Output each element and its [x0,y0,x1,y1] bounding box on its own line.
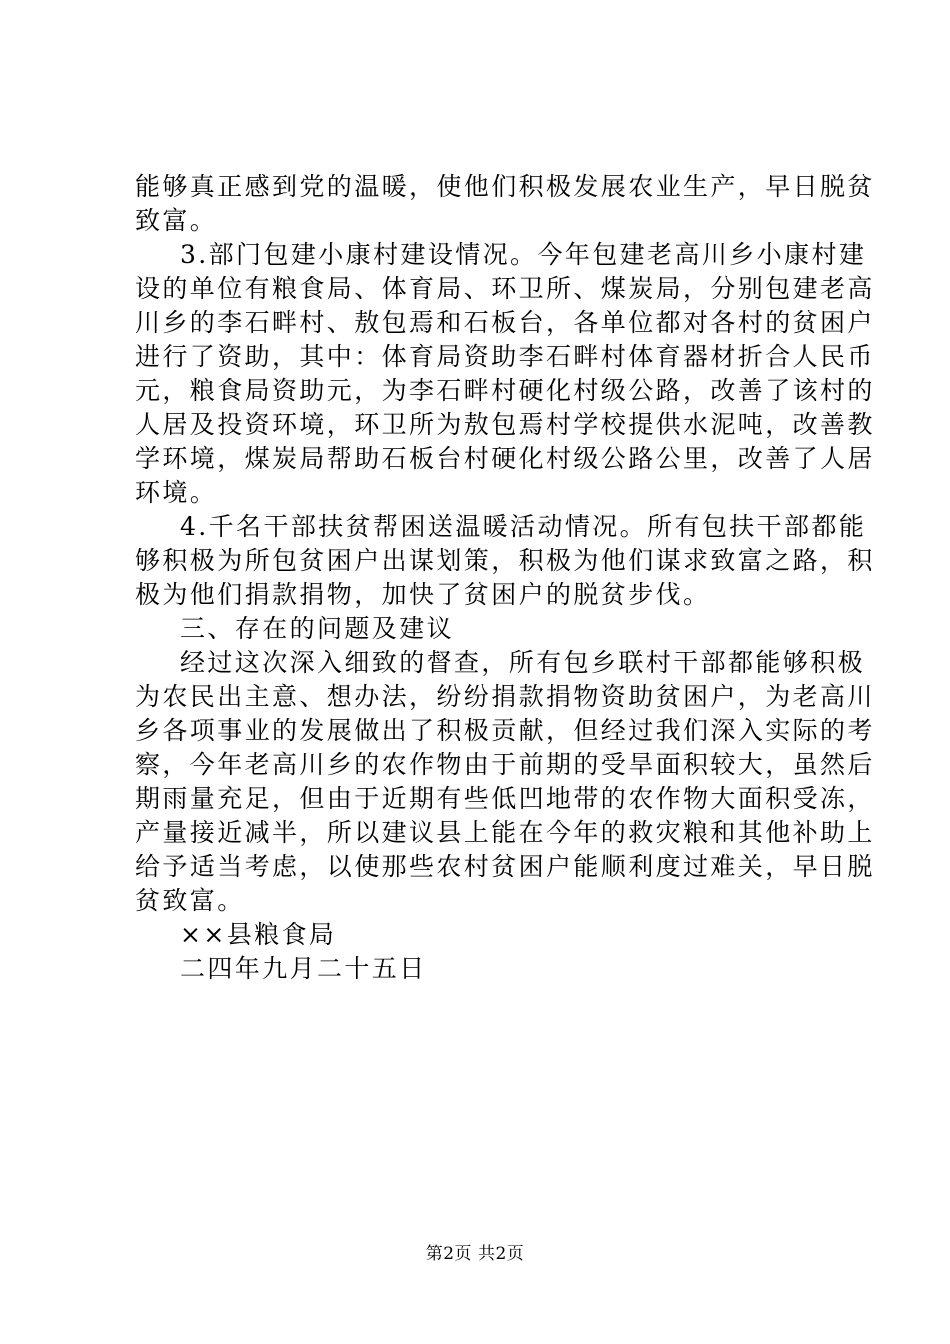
text-line: 川乡的李石畔村、敖包焉和石板台，各单位都对各村的贫困户 [135,308,875,337]
text-line: 察，今年老高川乡的农作物由于前期的受旱面积较大，虽然后 [135,750,875,779]
text-line: 进行了资助，其中：体育局资助李石畔村体育器材折合人民币 [135,342,875,371]
text-line: 4.千名干部扶贫帮困送温暖活动情况。所有包扶干部都能 [180,512,867,541]
text-line: 产量接近减半，所以建议县上能在今年的救灾粮和其他补助上 [135,818,875,847]
signature-date: 二四年九月二十五日 [180,954,427,983]
text-line: 贫致富。 [135,886,245,915]
text-line: 人居及投资环境，环卫所为敖包焉村学校提供水泥吨，改善教 [135,410,875,439]
signature-org: ××县粮食局 [180,920,337,949]
text-line: 为农民出主意、想办法，纷纷捐款捐物资助贫困户，为老高川 [135,682,875,711]
text-line: 3.部门包建小康村建设情况。今年包建老高川乡小康村建 [180,240,867,269]
text-line: 环境。 [135,478,218,507]
text-line: 能够真正感到党的温暖，使他们积极发展农业生产，早日脱贫 [135,172,875,201]
text-line: 致富。 [135,206,218,235]
text-line: 元，粮食局资助元，为李石畔村硬化村级公路，改善了该村的 [135,376,875,405]
text-line: 够积极为所包贫困户出谋划策，积极为他们谋求致富之路，积 [135,546,875,575]
text-line: 经过这次深入细致的督查，所有包乡联村干部都能够积极 [180,648,866,677]
section-heading: 三、存在的问题及建议 [180,614,455,643]
text-line: 设的单位有粮食局、体育局、环卫所、煤炭局，分别包建老高 [135,274,875,303]
text-line: 乡各项事业的发展做出了积极贡献，但经过我们深入实际的考 [135,716,875,745]
text-line: 极为他们捐款捐物，加快了贫困户的脱贫步伐。 [135,580,711,609]
text-line: 期雨量充足，但由于近期有些低凹地带的农作物大面积受冻， [135,784,875,813]
page-number-footer: 第2页 共2页 [425,1244,525,1264]
text-line: 给予适当考虑，以使那些农村贫困户能顺利度过难关，早日脱 [135,852,875,881]
text-line: 学环境，煤炭局帮助石板台村硬化村级公路公里，改善了人居 [135,444,875,473]
